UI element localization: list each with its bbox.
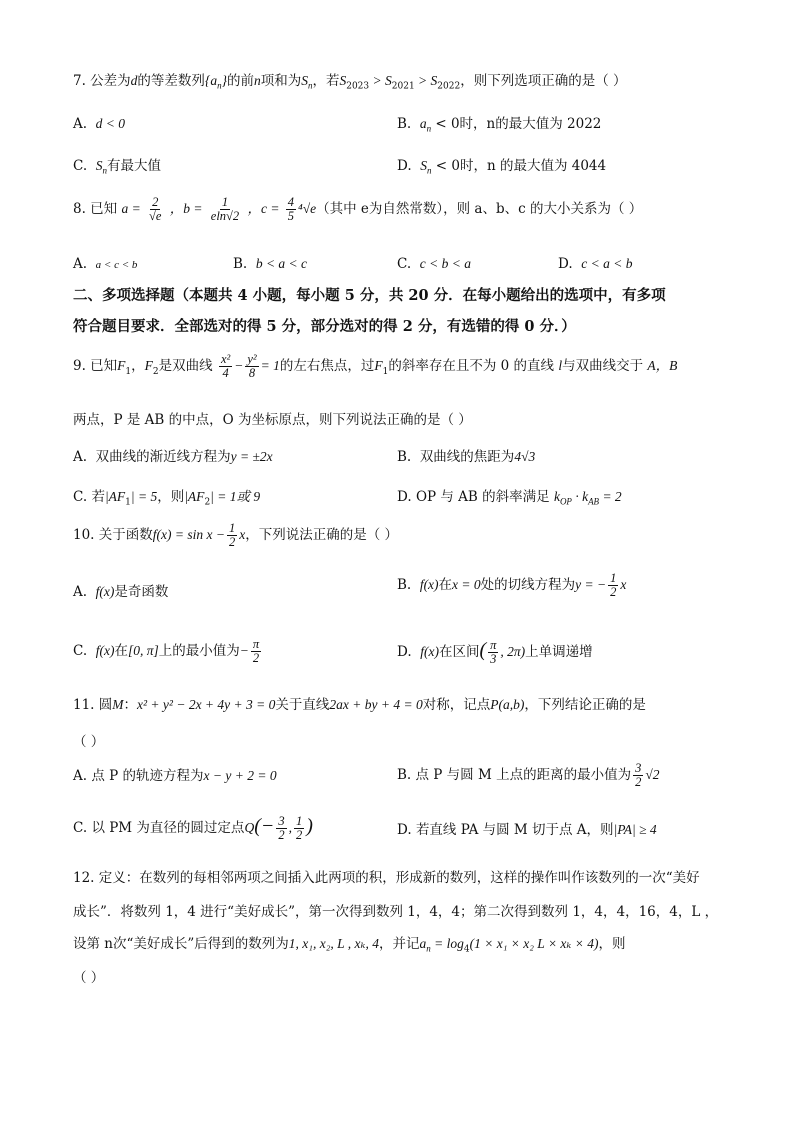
option-math: c < b < a bbox=[419, 256, 471, 271]
frac-denominator: 2 bbox=[228, 535, 236, 550]
q10-text: ，下列说法正确的是（ ） bbox=[245, 527, 399, 544]
option-math: √2 bbox=[645, 767, 660, 783]
q9-text: 的左右焦点，过 bbox=[279, 358, 375, 375]
frac-numerator: 3 bbox=[635, 761, 642, 775]
option-label: B. bbox=[233, 256, 248, 272]
option-math: f(x) bbox=[95, 643, 115, 659]
q10-stem bbox=[73, 522, 398, 549]
option-math: a < c < b bbox=[95, 259, 138, 271]
q8-math-c: ，c = bbox=[247, 201, 280, 217]
q9-text: 的斜率存在且不为 0 的直线 bbox=[388, 358, 555, 375]
option-text: 上单调递增 bbox=[525, 644, 593, 660]
option-math: d < 0 bbox=[95, 116, 126, 131]
option-math-sub: AB bbox=[588, 496, 600, 507]
q8-stem bbox=[73, 196, 642, 223]
option-text: 有最大值 bbox=[106, 158, 161, 174]
option-label: A. bbox=[73, 768, 88, 784]
option-math-sub: OP bbox=[559, 496, 572, 507]
q8-text: 8. 已知 bbox=[73, 201, 118, 218]
q9-text: 是双曲线 bbox=[158, 358, 213, 375]
option-math: − bbox=[239, 643, 249, 659]
q12-math: (1 × x₁ × x₂ L × xₖ × 4) bbox=[469, 936, 599, 951]
option-label: A. bbox=[73, 449, 88, 465]
frac-denominator: √e bbox=[149, 209, 162, 224]
q10-option-c[interactable] bbox=[73, 638, 263, 665]
option-frac bbox=[608, 572, 618, 599]
q11-text: 对称，记点 bbox=[422, 697, 491, 713]
option-math-sub: n bbox=[102, 165, 107, 176]
option-math: , 2π) bbox=[500, 644, 526, 659]
q12-text: ，并记 bbox=[378, 936, 420, 952]
q9-frac-y bbox=[245, 353, 258, 380]
frac-numerator: 1 bbox=[295, 813, 303, 828]
q7-math-sub: 2022 bbox=[437, 81, 461, 92]
q7-text: 的前 bbox=[226, 73, 254, 89]
q12-math: a bbox=[419, 936, 427, 951]
q7-text: 项和为 bbox=[260, 73, 302, 89]
q7-text: ，则下列选项正确的是（ ） bbox=[460, 73, 627, 89]
option-text: 若 bbox=[91, 489, 105, 505]
option-text: 若直线 PA 与圆 M 切于点 A，则 bbox=[415, 822, 614, 838]
option-text: < 0时，n的最大值为 2022 bbox=[431, 116, 602, 132]
option-label: C. bbox=[73, 489, 88, 505]
option-text: 以 PM 为直径的圆过定点 bbox=[91, 820, 245, 836]
q12-text: ，则 bbox=[598, 936, 626, 952]
frac-numerator: 1 bbox=[221, 195, 229, 209]
option-math: b < a < c bbox=[255, 256, 308, 271]
option-math: ) bbox=[306, 815, 313, 837]
q9-math-sub: 1 bbox=[382, 366, 389, 377]
option-label: C. bbox=[397, 256, 412, 272]
frac-denominator: 2 bbox=[610, 585, 617, 600]
q7-text: ，若 bbox=[312, 73, 340, 89]
option-text: 是奇函数 bbox=[114, 584, 169, 600]
q7-math-sub: 2021 bbox=[391, 81, 415, 92]
frac-numerator: 4 bbox=[287, 195, 294, 209]
option-math: S bbox=[95, 158, 103, 173]
q8-math-b: ，b = bbox=[169, 201, 203, 217]
q9-text: 9. 已知 bbox=[73, 358, 118, 375]
q8-frac-b bbox=[209, 196, 241, 223]
q11-option-d[interactable] bbox=[397, 822, 657, 838]
option-label: B. bbox=[397, 577, 412, 594]
q10-math: x bbox=[239, 527, 246, 543]
option-frac bbox=[294, 815, 304, 842]
option-math: x bbox=[620, 577, 627, 593]
option-math: (− bbox=[254, 815, 275, 837]
q9-math: − bbox=[234, 358, 244, 374]
q12-math-sub: 4 bbox=[463, 944, 470, 955]
option-math-paren: ( bbox=[479, 639, 487, 661]
q10-math: f(x) = sin x − bbox=[152, 527, 225, 543]
option-text: 在 bbox=[114, 643, 128, 660]
option-math: |AF bbox=[104, 489, 126, 504]
section-heading: 符合题目要求．全部选对的得 5 分，部分选对的得 2 分，有选错的得 0 分．） bbox=[73, 318, 576, 335]
option-math: f(x) bbox=[95, 584, 115, 599]
option-label: C. bbox=[73, 643, 88, 660]
q11-math: x² + y² − 2x + 4y + 3 = 0 bbox=[137, 697, 276, 712]
q9-math-sub: 1 bbox=[125, 366, 132, 377]
frac-numerator: y² bbox=[247, 352, 257, 366]
option-label: A. bbox=[73, 116, 88, 132]
q7-math-sub: 2023 bbox=[346, 81, 370, 92]
q9-option-d[interactable] bbox=[397, 489, 622, 507]
q8-frac-c bbox=[286, 196, 296, 223]
option-text: OP 与 AB 的斜率满足 bbox=[415, 489, 550, 505]
q9-text: ， bbox=[131, 358, 145, 375]
option-math: = 2 bbox=[599, 489, 622, 504]
frac-numerator: π bbox=[252, 637, 260, 651]
frac-denominator: 2 bbox=[252, 651, 260, 666]
frac-numerator: 1 bbox=[228, 521, 236, 535]
option-label: D. bbox=[397, 489, 412, 505]
q7-math-seq-end: } bbox=[221, 73, 227, 88]
q8-math-root: ⁴√e bbox=[298, 201, 317, 217]
q11-stem bbox=[73, 697, 646, 713]
q7-option-b[interactable] bbox=[397, 116, 601, 134]
option-math: | = 5 bbox=[130, 489, 158, 504]
option-label: B. bbox=[397, 767, 412, 784]
frac-denominator: 2 bbox=[278, 828, 285, 842]
q11-text: ： bbox=[123, 697, 138, 713]
option-math: [0, π] bbox=[127, 643, 159, 659]
frac-denominator: 8 bbox=[248, 366, 256, 381]
q7-math-S: S bbox=[301, 73, 308, 88]
option-text: 点 P 的轨迹方程为 bbox=[91, 768, 204, 784]
option-math: , bbox=[288, 820, 292, 835]
q7-math-cond: S bbox=[339, 73, 347, 88]
q9-option-b[interactable] bbox=[397, 449, 535, 465]
q10-text: 10. 关于函数 bbox=[73, 527, 153, 544]
option-math: |PA| ≥ 4 bbox=[613, 822, 657, 837]
q9-math: A，B bbox=[647, 358, 678, 374]
q7-math-sub: n bbox=[217, 80, 222, 91]
option-frac bbox=[276, 815, 286, 842]
frac-denominator: 3 bbox=[490, 652, 497, 666]
q7-option-a[interactable] bbox=[73, 116, 125, 132]
frac-numerator: 2 bbox=[152, 195, 159, 209]
q9-option-c[interactable] bbox=[73, 489, 260, 508]
q11-math: M bbox=[112, 697, 124, 712]
option-text: 双曲线的渐近线方程为 bbox=[95, 449, 231, 465]
option-math: | = 1或 9 bbox=[210, 489, 261, 504]
q7-math-cond: > S bbox=[369, 73, 392, 88]
frac-denominator: 2 bbox=[635, 775, 642, 790]
option-label: A. bbox=[73, 256, 88, 272]
option-math: 4√3 bbox=[514, 449, 536, 464]
q11-answer-paren: （ ） bbox=[73, 734, 105, 750]
q9-stem-line2: 两点，P 是 AB 的中点，O 为坐标原点，则下列说法正确的是（ ） bbox=[73, 412, 472, 428]
q12-math-sub: n bbox=[426, 943, 431, 954]
option-math: x − y + 2 = 0 bbox=[203, 768, 277, 783]
q10-option-d[interactable] bbox=[397, 638, 593, 666]
option-frac bbox=[251, 638, 261, 665]
q9-math: F bbox=[144, 358, 153, 374]
option-math: Q bbox=[244, 820, 255, 835]
q10-option-b[interactable] bbox=[397, 572, 626, 599]
q7-option-d[interactable] bbox=[397, 158, 606, 176]
q12-answer-paren: （ ） bbox=[73, 970, 105, 986]
q11-math: P(a,b) bbox=[490, 697, 525, 712]
frac-numerator: x² bbox=[220, 352, 231, 366]
q8-text: （其中 e为自然常数），则 a、b、c 的大小关系为（ ） bbox=[316, 201, 643, 218]
section-heading: 二、多项选择题（本题共 4 小题，每小题 5 分，共 20 分．在每小题给出的选项中，有多项 bbox=[73, 287, 666, 304]
option-label: B. bbox=[397, 116, 412, 132]
q11-option-c[interactable] bbox=[73, 814, 313, 842]
frac-numerator: 3 bbox=[278, 813, 285, 828]
option-math: · k bbox=[571, 489, 589, 504]
option-math-sub: 1 bbox=[125, 497, 131, 508]
option-label: C. bbox=[73, 158, 88, 174]
option-label: C. bbox=[73, 820, 88, 836]
option-text: 双曲线的焦距为 bbox=[419, 449, 515, 465]
q11-option-b[interactable] bbox=[397, 762, 660, 789]
option-math-sub: n bbox=[426, 123, 432, 134]
option-math-sub: 2 bbox=[204, 497, 211, 508]
q10-frac-half bbox=[227, 522, 237, 549]
frac-denominator: 5 bbox=[287, 209, 294, 224]
option-math: c < a < b bbox=[581, 256, 633, 271]
frac-numerator: 1 bbox=[610, 571, 617, 585]
frac-numerator: π bbox=[490, 637, 497, 652]
option-label: B. bbox=[397, 449, 412, 465]
option-math: k bbox=[553, 489, 560, 504]
option-math: f(x) bbox=[419, 577, 439, 593]
option-text: 处的切线方程为 bbox=[480, 577, 576, 594]
frac-denominator: 2 bbox=[295, 828, 303, 842]
q7-math-n: n bbox=[253, 73, 261, 88]
q9-option-a[interactable] bbox=[73, 449, 273, 465]
q12-stem-line3 bbox=[73, 936, 625, 955]
option-label: D. bbox=[397, 822, 412, 838]
option-math: S bbox=[420, 158, 427, 173]
q11-option-a[interactable] bbox=[73, 768, 277, 784]
q11-math: 2ax + by + 4 = 0 bbox=[329, 697, 423, 712]
q12-stem-line2: 成长”．将数列 1，4 进行“美好成长”，第一次得到数列 1，4，4；第二次得到数列 1，4，4，16，4，L ， bbox=[73, 904, 719, 920]
q8-frac-a bbox=[147, 196, 163, 223]
q8-option-a[interactable] bbox=[73, 256, 137, 272]
frac-denominator: eln√2 bbox=[210, 209, 240, 224]
option-math: y = ±2x bbox=[230, 449, 273, 464]
q9-stem bbox=[73, 353, 677, 380]
option-math: x = 0 bbox=[452, 577, 481, 593]
option-frac bbox=[488, 639, 498, 666]
q10-option-a[interactable] bbox=[73, 584, 168, 600]
q9-math: F bbox=[117, 358, 126, 374]
option-text: 上的最小值为 bbox=[158, 643, 240, 660]
option-label: D. bbox=[397, 644, 412, 660]
q9-frac-x bbox=[219, 353, 232, 380]
q7-option-c[interactable] bbox=[73, 158, 161, 176]
q9-math-sub: 2 bbox=[152, 366, 159, 377]
option-frac bbox=[633, 762, 643, 789]
q12-math: 1, x₁, x₂, L , xₖ, 4 bbox=[288, 936, 379, 951]
q9-text: 与双曲线交于 bbox=[562, 358, 644, 375]
option-math: f(x) bbox=[420, 644, 439, 659]
q12-stem-line1: 12. 定义：在数列的每相邻两项之间插入此两项的积，形成新的数列，这样的操作叫作该数列的一次“美好 bbox=[73, 870, 700, 886]
q11-text: 关于直线 bbox=[275, 697, 330, 713]
q7-text: 的等差数列 bbox=[137, 73, 205, 89]
q7-text: 7. 公差为 bbox=[73, 73, 131, 89]
q7-math-cond: > S bbox=[414, 73, 438, 88]
option-text: 点 P 与圆 M 上点的距离的最小值为 bbox=[415, 767, 632, 784]
q8-math-a: a = bbox=[121, 201, 141, 217]
q12-text: 设第 n次“美好成长”后得到的数列为 bbox=[73, 936, 289, 952]
q7-math-sub: n bbox=[307, 80, 313, 91]
q7-math-d: d bbox=[130, 73, 138, 88]
q7-math-seq: {a bbox=[204, 73, 218, 88]
option-label: D. bbox=[397, 158, 412, 174]
option-text: ，则 bbox=[157, 489, 185, 505]
option-text: 在 bbox=[438, 577, 453, 594]
q9-math: = 1 bbox=[260, 358, 280, 374]
q8-option-c[interactable] bbox=[397, 256, 471, 272]
option-math: y = − bbox=[575, 577, 607, 593]
q11-text: 11. 圆 bbox=[73, 697, 113, 713]
option-text: < 0时，n 的最大值为 4044 bbox=[431, 158, 607, 174]
option-math: |AF bbox=[184, 489, 205, 504]
q9-math: l bbox=[558, 358, 563, 374]
q8-option-d[interactable] bbox=[558, 256, 632, 272]
frac-denominator: 4 bbox=[222, 366, 229, 381]
option-text: 在区间 bbox=[438, 644, 480, 660]
q9-math: F bbox=[374, 358, 383, 374]
option-label: A. bbox=[73, 584, 88, 600]
q11-text: ，下列结论正确的是 bbox=[524, 697, 646, 713]
option-math: a bbox=[419, 116, 427, 131]
q12-math: = log bbox=[430, 936, 464, 951]
option-label: D. bbox=[558, 256, 573, 272]
q7-stem bbox=[73, 73, 627, 92]
q8-option-b[interactable] bbox=[233, 256, 307, 272]
option-math-sub: n bbox=[426, 165, 432, 176]
